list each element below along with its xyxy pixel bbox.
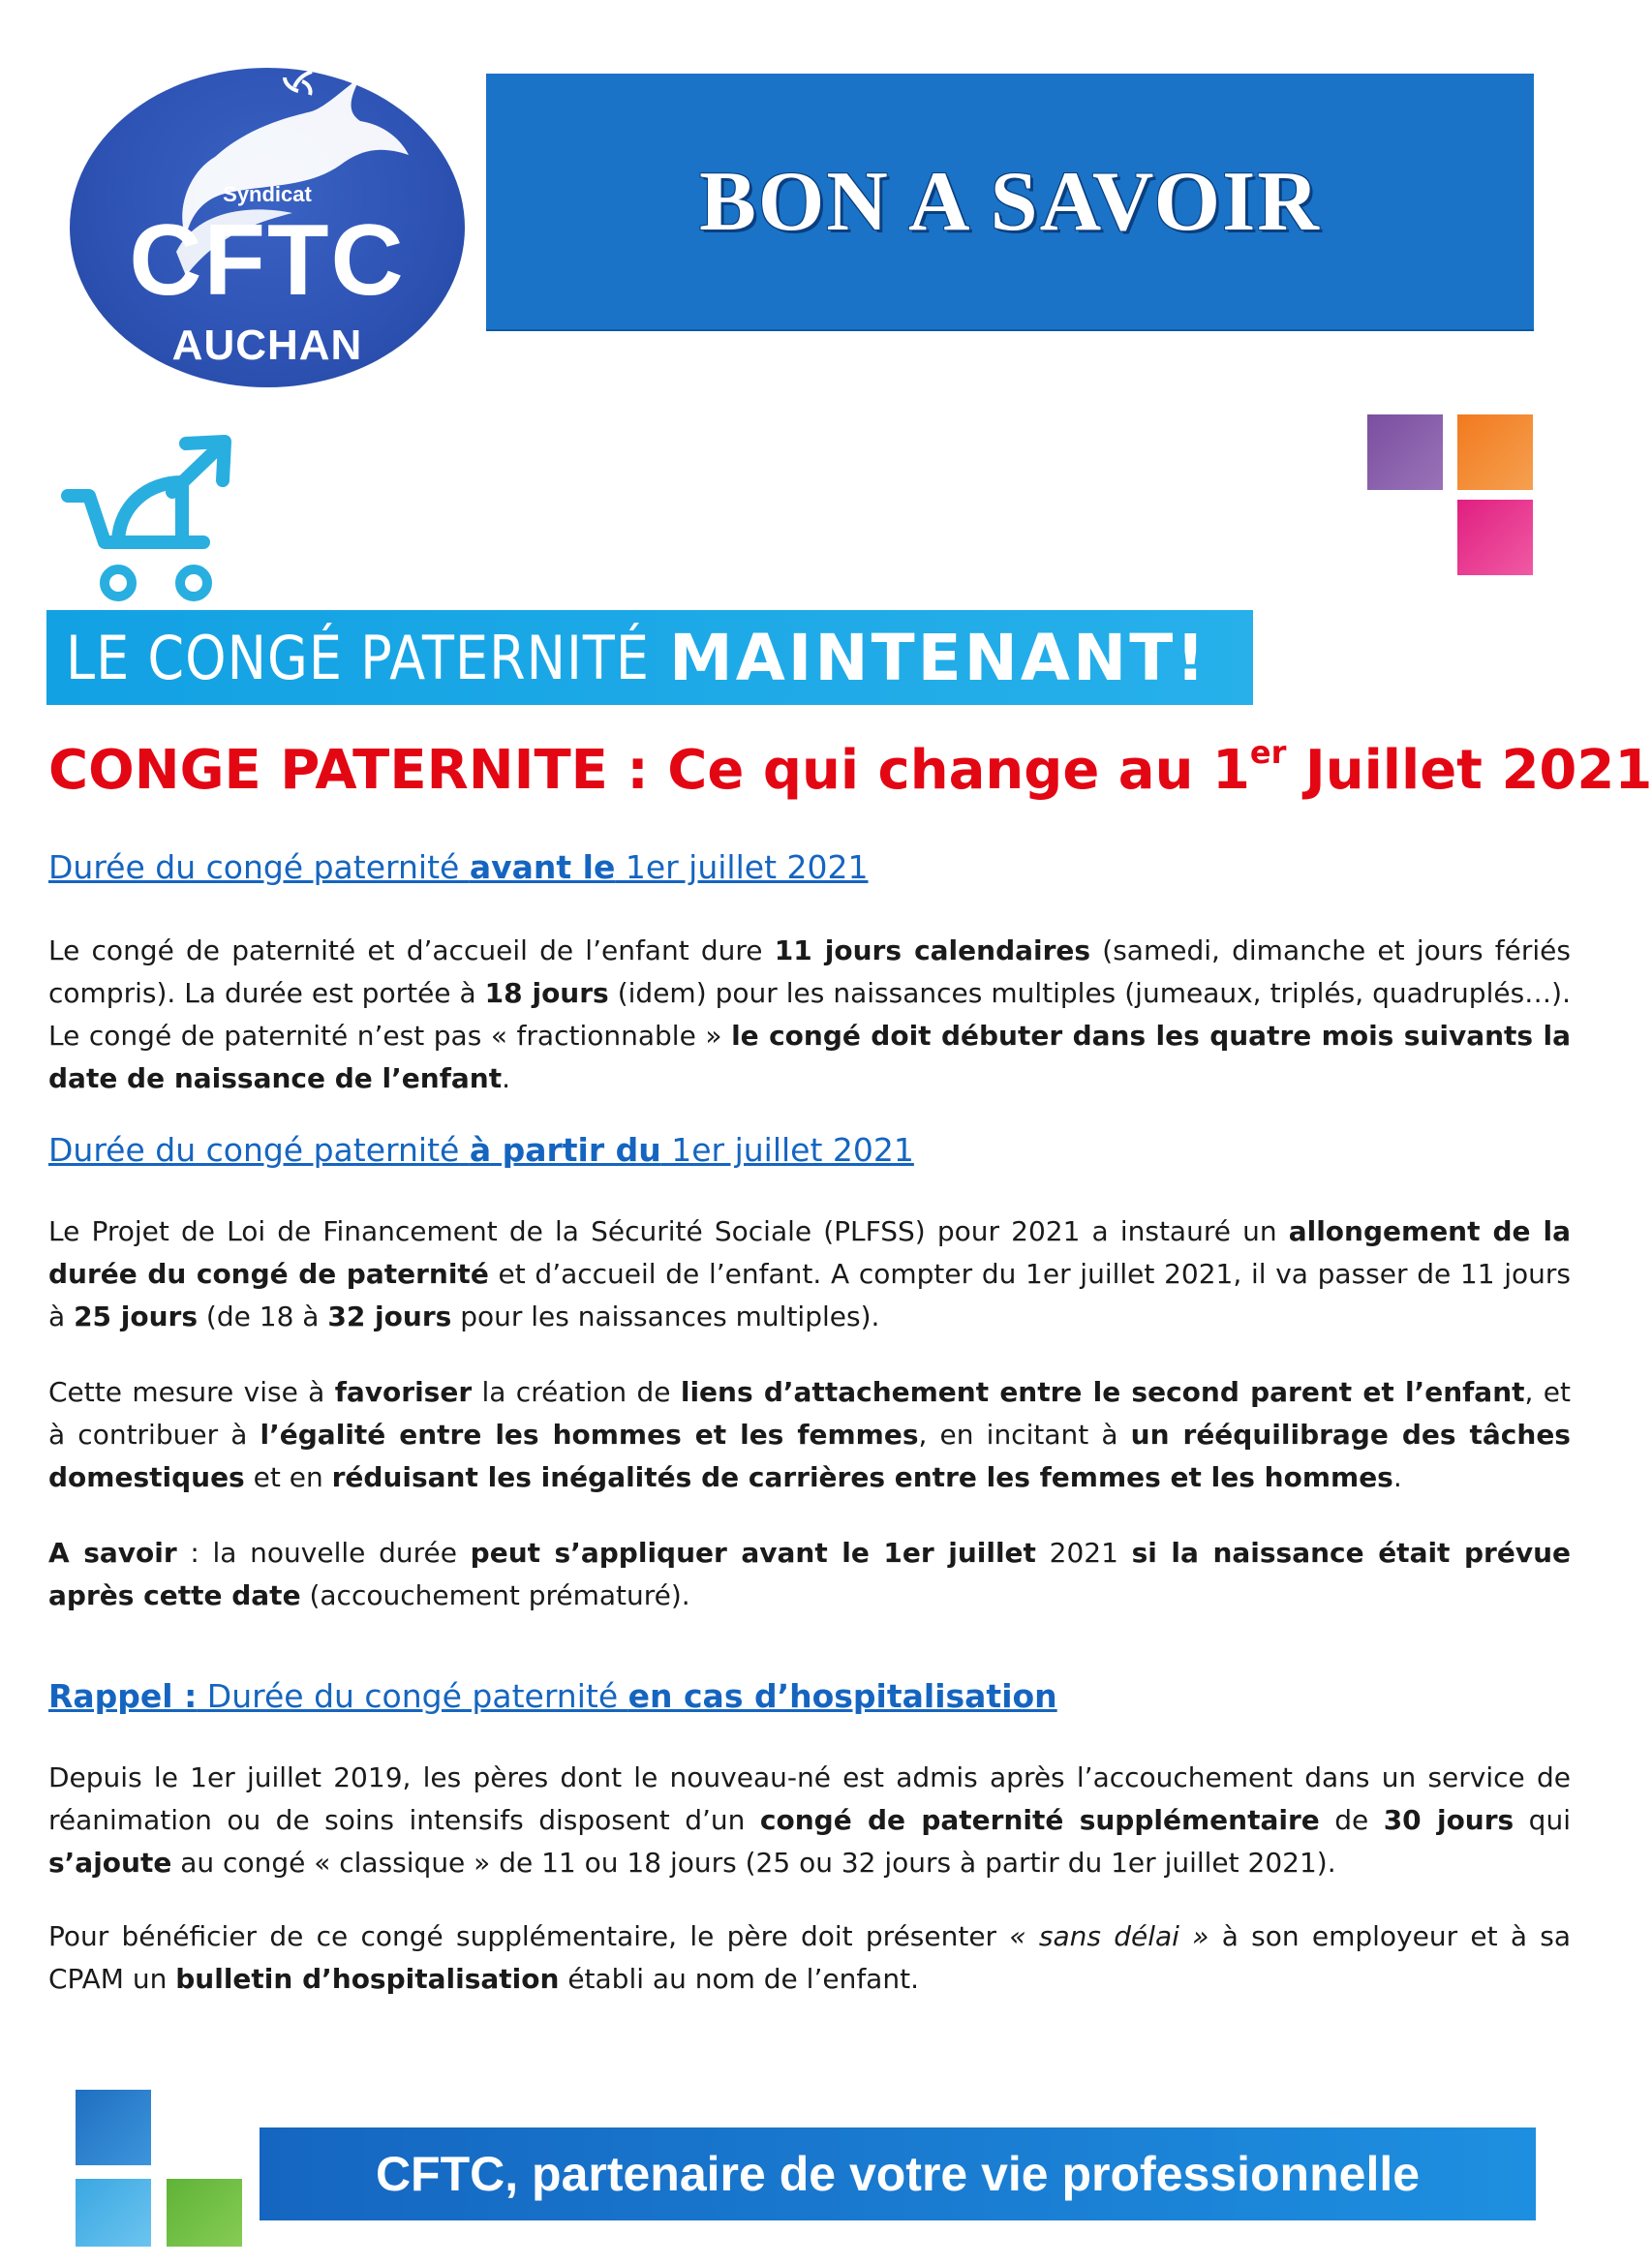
- text: , en incitant à: [918, 1419, 1131, 1451]
- text: et d’accueil de l’enfant. A compter du 1er juillet 2021, il va passer de 11 jours à: [48, 1258, 1571, 1332]
- text: (de 18 à: [198, 1301, 328, 1332]
- text-bold: allongement de la durée du congé de paternité: [48, 1215, 1571, 1290]
- text-bold: 30 jours: [1383, 1804, 1514, 1836]
- main-heading-text: CONGE PATERNITE : Ce qui change au 1: [48, 739, 1250, 802]
- main-heading-superscript: er: [1249, 734, 1287, 771]
- text-bold: réduisant les inégalités de carrières entre les femmes et les hommes: [331, 1461, 1393, 1493]
- decor-square-green: [167, 2179, 242, 2247]
- text: Le Projet de Loi de Financement de la Sécurité Sociale (PLFSS) pour 2021 a instauré un: [48, 1215, 1289, 1247]
- text-italic: « sans délai »: [1009, 1920, 1209, 1952]
- section-heading-avant: [48, 848, 1571, 887]
- text: : la nouvelle durée: [176, 1537, 471, 1569]
- paragraph-plfss: [48, 1210, 1571, 1338]
- header-banner: [486, 74, 1534, 329]
- text: au congé « classique » de 11 ou 18 jours (25 ou 32 jours à partir du 1er juillet 2021).: [171, 1847, 1336, 1879]
- page-title: BON A SAVOIR: [699, 154, 1321, 249]
- decor-square-blue: [76, 2090, 151, 2165]
- text: établi au nom de l’enfant.: [559, 1963, 919, 1995]
- footer-slogan: CFTC, partenaire de votre vie professionnelle: [375, 2147, 1421, 2201]
- heading-part-bold: à partir du: [469, 1131, 661, 1169]
- section-heading-rappel: [48, 1677, 1571, 1716]
- text: 2021: [1035, 1537, 1132, 1569]
- heading-part-bold: en cas d’hospitalisation: [627, 1677, 1057, 1715]
- decor-square-light-blue: [76, 2179, 151, 2247]
- text: de: [1319, 1804, 1384, 1836]
- paragraph-hospitalisation: [48, 1757, 1571, 1884]
- stroller-male-symbol-icon: [58, 426, 242, 610]
- text-bold: un rééquilibrage des tâches domestiques: [48, 1419, 1571, 1493]
- text-bold: 25 jours: [74, 1301, 199, 1332]
- text: la création de: [472, 1376, 681, 1408]
- text: et en: [244, 1461, 332, 1493]
- text-bold: si la naissance était prévue après cette date: [48, 1537, 1572, 1611]
- text-bold: 18 jours: [484, 977, 609, 1009]
- paragraph-mesure: [48, 1371, 1571, 1499]
- cftc-auchan-logo: [70, 68, 465, 387]
- text: .: [502, 1062, 511, 1094]
- text-bold: s’ajoute: [48, 1847, 172, 1879]
- text-bold: bulletin d’hospitalisation: [175, 1963, 560, 1995]
- text-bold: liens d’attachement entre le second parent et l’enfant: [680, 1376, 1525, 1408]
- text: .: [1392, 1461, 1402, 1493]
- heading-part: 1er juillet 2021: [615, 848, 869, 886]
- text: (idem) pour les naissances multiples (jumeaux, triplés, quadruplés…). Le congé de paternité n’est pas « fractionnable »: [48, 977, 1571, 1052]
- conge-paternite-banner: [46, 610, 1253, 705]
- text: Pour bénéficier de ce congé supplémentaire, le père doit présenter: [48, 1920, 1010, 1952]
- logo-name: CFTC: [129, 204, 406, 317]
- main-heading: [48, 734, 1652, 802]
- text-bold: congé de paternité supplémentaire: [759, 1804, 1320, 1836]
- decor-square-orange: [1457, 414, 1533, 490]
- banner-text-regular: LE CONGÉ PATERNITÉ: [66, 622, 651, 693]
- heading-part: Durée du congé paternité: [48, 848, 470, 886]
- paragraph-a-savoir: [48, 1532, 1571, 1617]
- heading-part: 1er juillet 2021: [660, 1131, 914, 1169]
- banner-text-bold: MAINTENANT!: [669, 620, 1208, 695]
- logo-subtitle: AUCHAN: [171, 321, 363, 369]
- paragraph-beneficier: [48, 1915, 1571, 2001]
- heading-part-bold: avant le: [469, 848, 616, 886]
- text: Cette mesure vise à: [48, 1376, 335, 1408]
- text: , et à contribuer à: [48, 1376, 1572, 1451]
- text-bold: le congé doit débuter dans les quatre mois suivants la date de naissance de l’enfant: [48, 1020, 1572, 1094]
- text: (samedi, dimanche et jours fériés compris). La durée est portée à: [48, 934, 1571, 1009]
- text: Le congé de paternité et d’accueil de l’enfant dure: [48, 934, 775, 966]
- heading-part-bold: Rappel :: [48, 1677, 198, 1715]
- text: (accouchement prématuré).: [300, 1579, 690, 1611]
- logo-syndicat-text: Syndicat: [223, 182, 312, 206]
- text-bold: favoriser: [334, 1376, 473, 1408]
- text: Depuis le 1er juillet 2019, les pères dont le nouveau-né est admis après l’accouchement dans un service de réanimation ou de soins intensifs disposent d’un: [48, 1761, 1571, 1836]
- heading-part: Durée du congé paternité: [48, 1131, 470, 1169]
- decor-square-purple: [1367, 414, 1443, 490]
- heading-part: Durée du congé paternité: [197, 1677, 628, 1715]
- text-bold: l’égalité entre les hommes et les femmes: [260, 1419, 919, 1451]
- text: à son employeur et à sa CPAM un: [48, 1920, 1571, 1995]
- paragraph-avant: [48, 930, 1571, 1100]
- main-heading-date: Juillet 2021: [1286, 739, 1652, 802]
- text-bold: peut s’appliquer avant le 1er juillet: [470, 1537, 1036, 1569]
- section-heading-apres: [48, 1131, 1571, 1170]
- text: qui: [1514, 1804, 1571, 1836]
- text-bold: A savoir: [48, 1537, 177, 1569]
- text-bold: 11 jours calendaires: [774, 934, 1091, 966]
- decor-square-pink: [1457, 500, 1533, 575]
- text-bold: 32 jours: [327, 1301, 452, 1332]
- footer-bar: [260, 2127, 1536, 2220]
- text: pour les naissances multiples).: [451, 1301, 880, 1332]
